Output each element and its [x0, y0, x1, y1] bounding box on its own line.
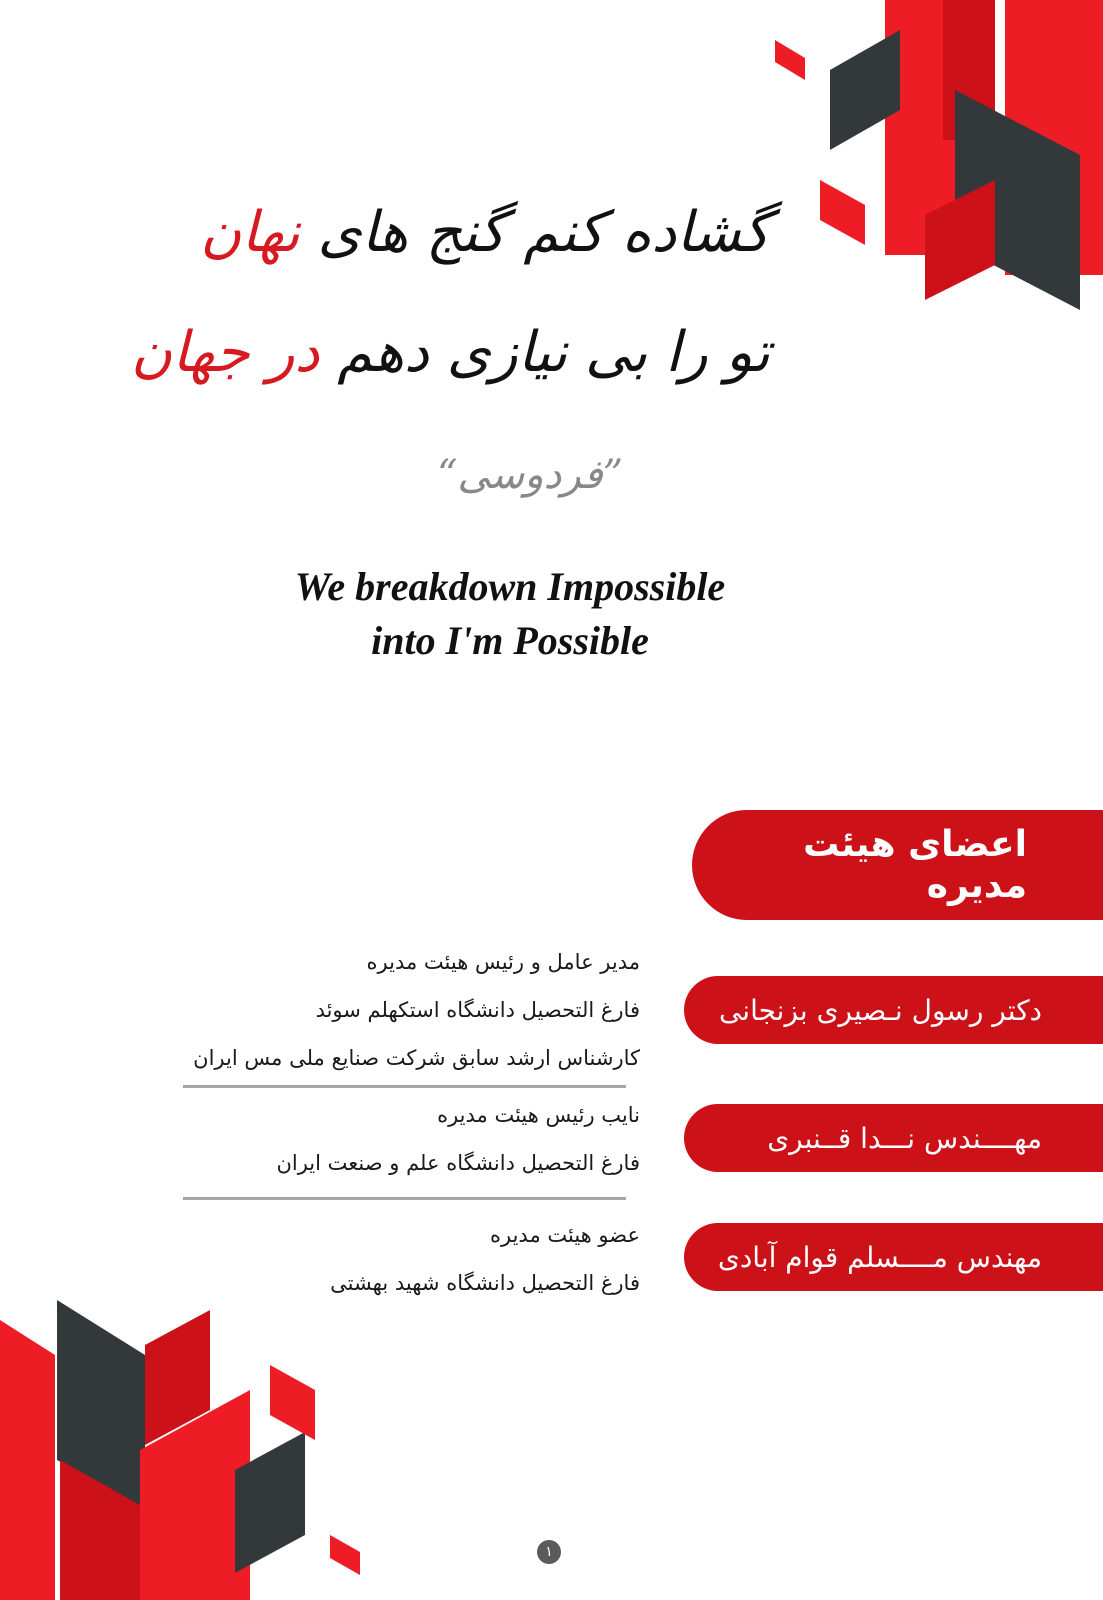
member-1-education: فارغ التحصیل دانشگاه استکهلم سوئد — [315, 998, 640, 1022]
member-2-education: فارغ التحصیل دانشگاه علم و صنعت ایران — [276, 1151, 640, 1175]
member-name-2 — [684, 1104, 1103, 1172]
member-2-role: نایب رئیس هیئت مدیره — [437, 1103, 640, 1127]
member-name-3 — [684, 1223, 1103, 1291]
poem-line-2-black: تو را بی نیازی دهم — [337, 320, 770, 385]
member-divider-1 — [183, 1085, 626, 1088]
poem-line-2 — [131, 320, 770, 385]
member-1-experience: کارشناس ارشد سابق شرکت صنایع ملی مس ایران — [193, 1046, 640, 1070]
poem-line-1 — [200, 200, 770, 265]
member-divider-2 — [183, 1197, 626, 1200]
poem-line-1-black: گشاده کنم گنج های — [317, 200, 770, 265]
member-name-2-text: مهــــندس نـــدا قــنبری — [767, 1121, 1042, 1155]
member-details-2 — [175, 1091, 640, 1187]
member-name-1-text: دکتر رسول نـصیری بزنجانی — [718, 993, 1042, 1027]
member-name-1 — [684, 976, 1103, 1044]
motto-line-1: We breakdown Impossible — [294, 564, 726, 609]
page-number: ۱ — [537, 1540, 561, 1564]
poet-attribution: “فردوسی” — [436, 452, 624, 498]
member-name-3-text: مهندس مــــسلم قوام آبادی — [717, 1240, 1042, 1274]
member-3-role: عضو هیئت مدیره — [489, 1223, 640, 1247]
motto-line-2: into I'm Possible — [371, 618, 649, 663]
board-title — [692, 810, 1103, 920]
member-1-role: مدیر عامل و رئیس هیئت مدیره — [366, 950, 640, 974]
member-details-1 — [175, 938, 640, 1082]
poem-line-2-red: در جهان — [131, 320, 320, 385]
member-details-3 — [175, 1211, 640, 1307]
board-title-text: اعضای هیئت مدیره — [803, 824, 1027, 906]
poem-line-1-red: نهان — [200, 200, 300, 265]
member-3-education: فارغ التحصیل دانشگاه شهید بهشتی — [330, 1271, 640, 1295]
